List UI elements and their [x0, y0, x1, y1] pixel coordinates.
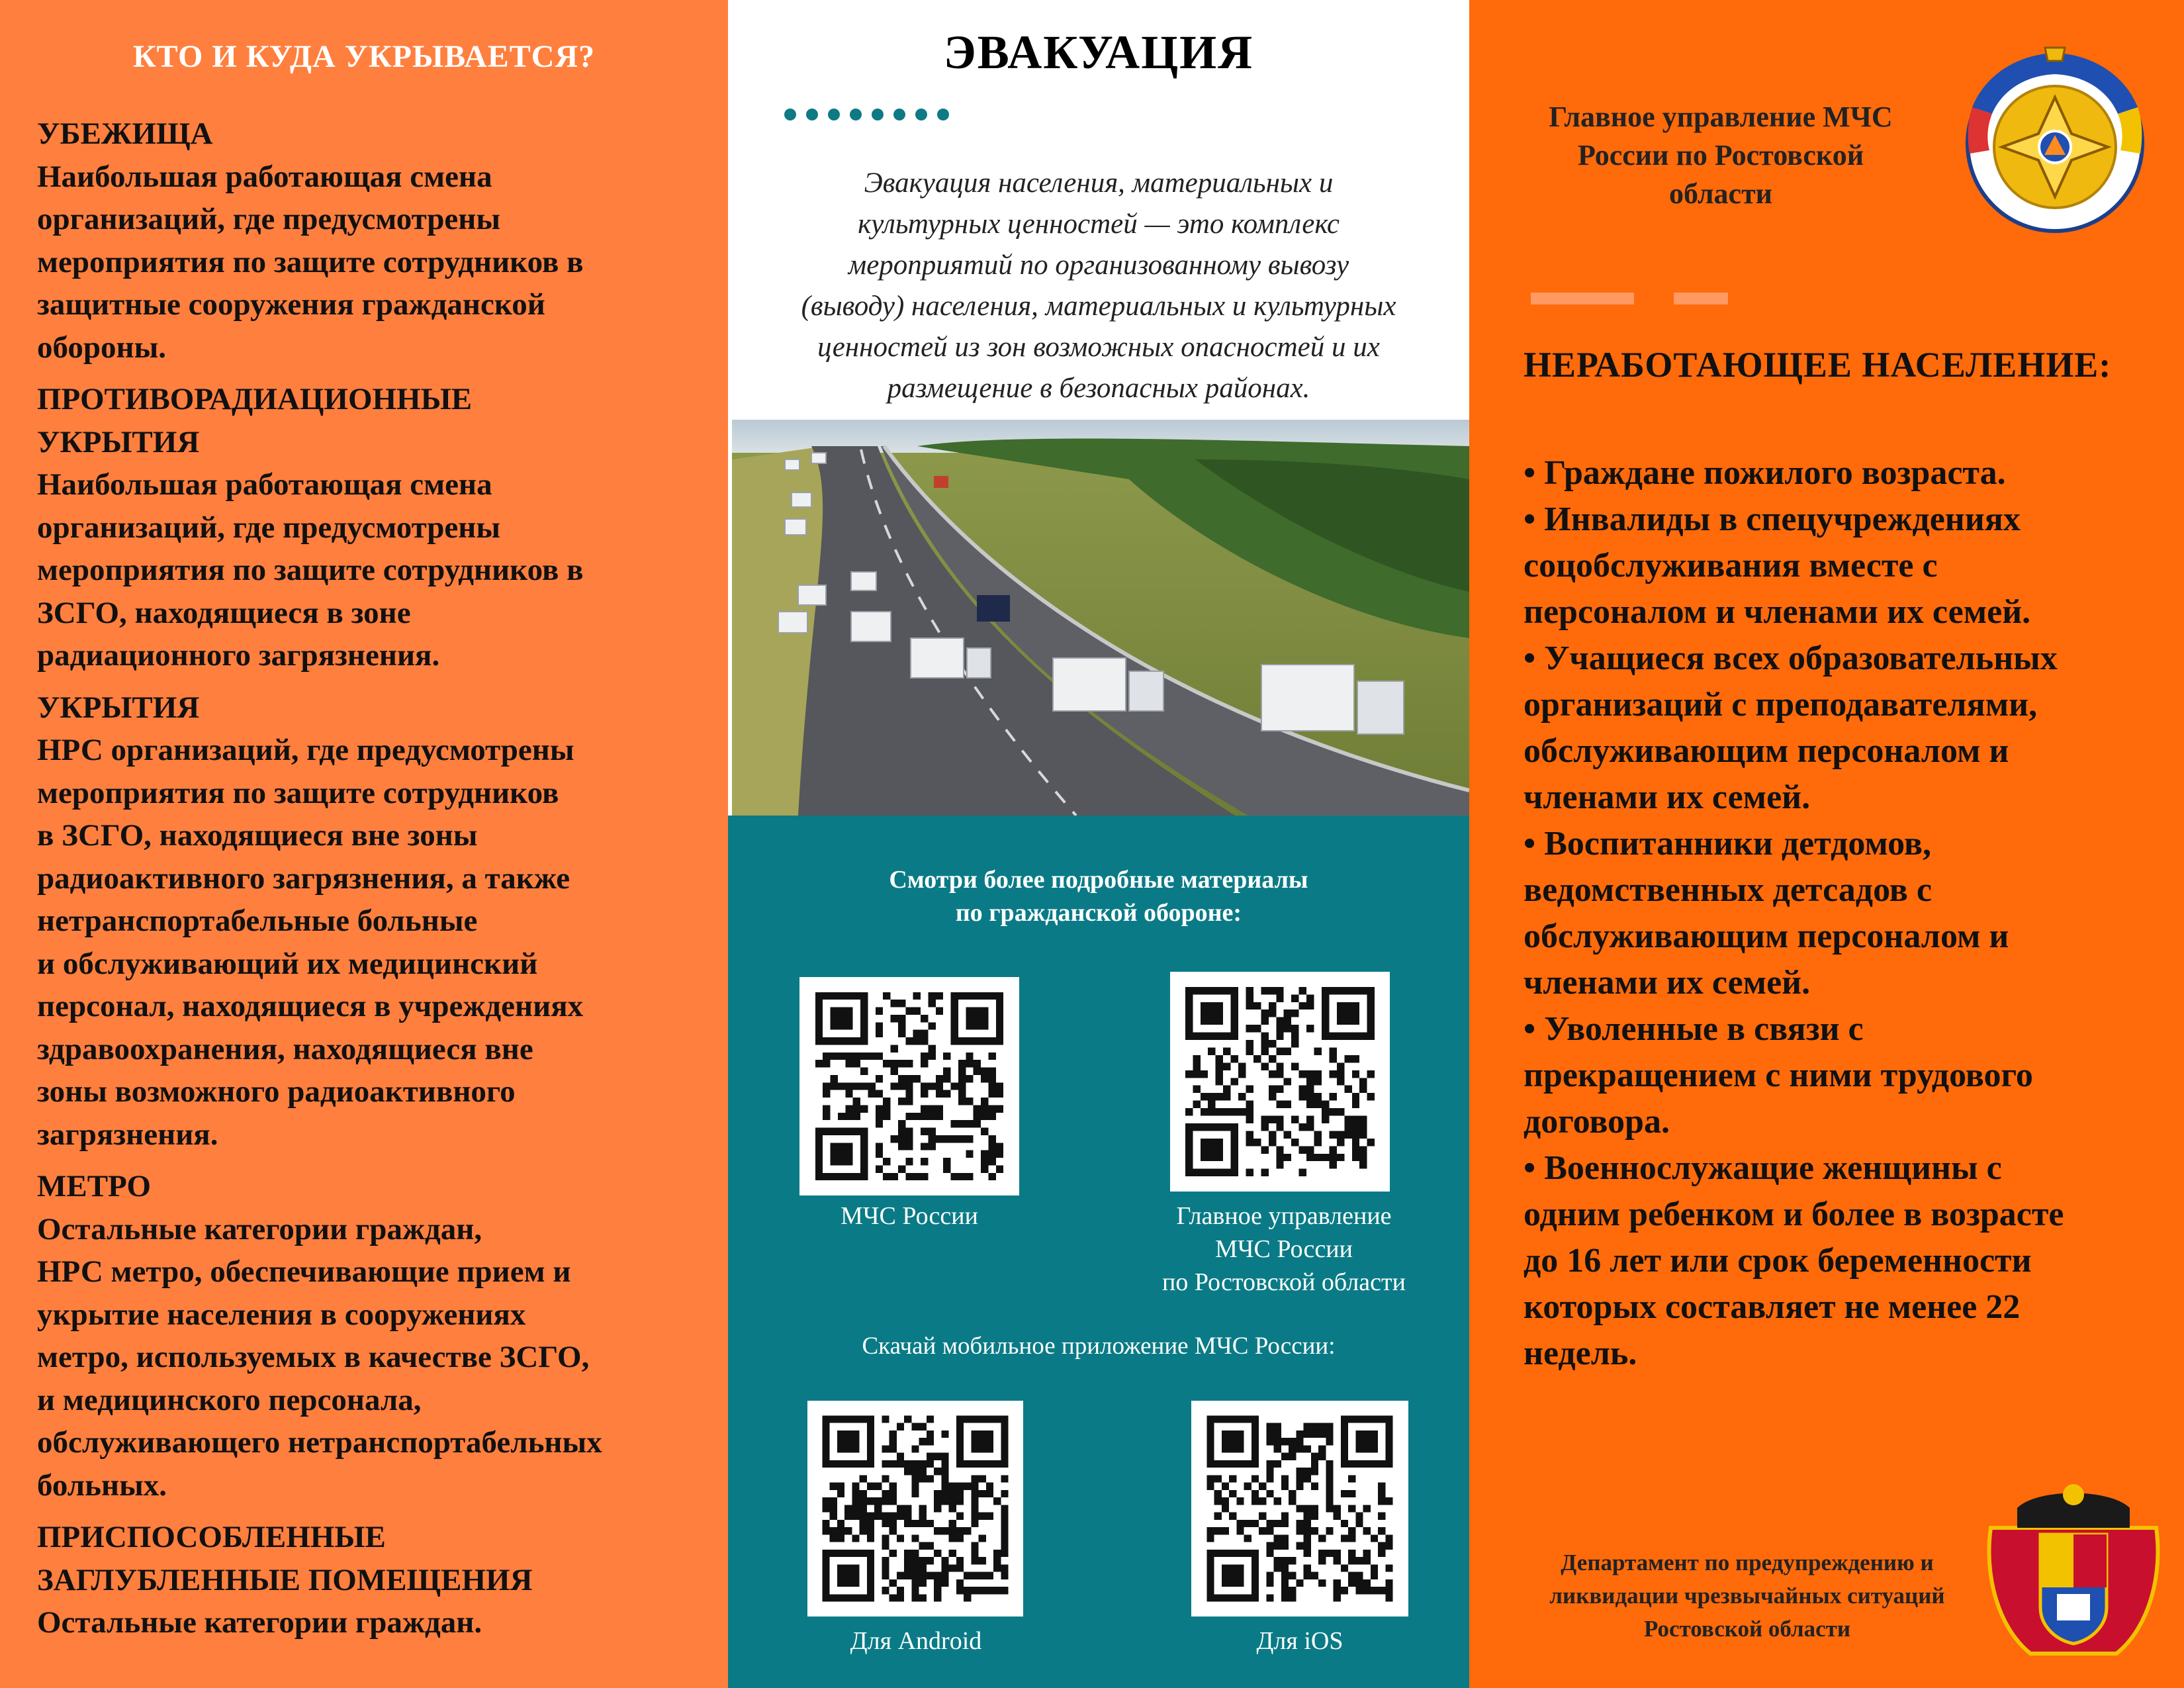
section-text: Остальные категории граждан.	[37, 1605, 482, 1640]
section-heading: УКРЫТИЯ	[37, 690, 200, 725]
qr-section	[728, 816, 1469, 1688]
list-item: • Военнослужащие женщины с одним ребенком и более в возрасте до 16 лет или срок беременности которых составляет не менее 22 недель.	[1524, 1149, 2064, 1372]
list-item: • Воспитанники детдомов, ведомственных детсадов с обслуживающим персоналом и членами их семей.	[1524, 825, 2009, 1002]
organization-name: Главное управление МЧС России по Ростовской области	[1549, 101, 1893, 210]
mobile-app-label: Скачай мобильное приложение МЧС России:	[862, 1333, 1336, 1360]
section-heading: ПРОТИВОРАДИАЦИОННЫЕ УКРЫТИЯ	[37, 382, 473, 459]
qr-caption-android: Для Android	[850, 1627, 982, 1655]
list-item: • Учащиеся всех образовательных организаций с преподавателями, обслуживающим персоналом и членами их семей.	[1524, 639, 2058, 816]
left-panel-title: КТО И КУДА УКРЫВАЕТСЯ?	[132, 39, 596, 74]
rostov-coat-of-arms	[1978, 1475, 2169, 1669]
population-list	[1524, 450, 2159, 1377]
list-item: • Граждане пожилого возраста.	[1524, 454, 2006, 492]
list-item: • Уволенные в связи с прекращением с ними трудового договора.	[1524, 1010, 2033, 1141]
decorative-dash	[1531, 293, 1634, 305]
qr-caption-rostov: Главное управление МЧС России по Ростовской области	[1162, 1202, 1406, 1296]
qr-caption-mchs: МЧС России	[841, 1202, 978, 1230]
qr-caption-ios: Для iOS	[1256, 1627, 1343, 1655]
section-heading: МЕТРО	[37, 1169, 152, 1203]
section-text: Остальные категории граждан, НРС метро, обеспечивающие прием и укрытие населения в сооружениях метро, используемых в качестве ЗСГО, и медицинского персонала, обслуживающего нетранспортабельных больных.	[37, 1211, 602, 1503]
evacuation-title: ЭВАКУАЦИЯ	[943, 26, 1254, 79]
section-text: НРС организаций, где предусмотрены мероприятия по защите сотрудников в ЗСГО, находящиеся вне зоны радиоактивного загрязнения, а также нетранспортабельные больные и обслуживающий их медицинский персонал, находящиеся в учреждениях здравоохранения, находящиеся вне зоны возможного радиоактивного загрязнения.	[37, 733, 584, 1152]
evacuation-definition: Эвакуация населения, материальных и культурных ценностей — это комплекс мероприятий по организованному вывозу (выводу) населения, материальных и культурных ценностей из зон возможных опасностей и их размещение в безопасных районах.	[801, 167, 1396, 404]
decorative-dots	[784, 109, 949, 120]
section-text: Наибольшая работающая смена организаций, где предусмотрены мероприятия по защите сотрудников в ЗСГО, находящиеся в зоне радиационного загрязнения.	[37, 467, 584, 673]
list-item: • Инвалиды в спецучреждениях соцобслуживания вместе с персоналом и членами их семей.	[1524, 500, 2031, 631]
section-heading: ПРИСПОСОБЛЕННЫЕ ЗАГЛУБЛЕННЫЕ ПОМЕЩЕНИЯ	[37, 1520, 533, 1597]
qr-code-android[interactable]	[807, 1401, 1023, 1617]
section-heading: УБЕЖИЩА	[37, 117, 213, 151]
more-materials-label: Смотри более подробные материалы по гражданской обороне:	[889, 866, 1308, 927]
qr-code-ios[interactable]	[1191, 1401, 1408, 1617]
department-name: Департамент по предупреждению и ликвидации чрезвычайных ситуаций Ростовской области	[1549, 1550, 1945, 1642]
mchs-emblem	[1946, 34, 2164, 233]
non-working-population-heading: НЕРАБОТАЮЩЕЕ НАСЕЛЕНИЕ:	[1524, 345, 2112, 385]
decorative-dash	[1674, 293, 1728, 305]
qr-code-rostov[interactable]	[1170, 972, 1390, 1192]
shelter-categories	[37, 113, 705, 1654]
convoy-photo	[732, 420, 1469, 816]
qr-code-mchs[interactable]	[799, 977, 1019, 1196]
section-text: Наибольшая работающая смена организаций, где предусмотрены мероприятия по защите сотрудников в защитные сооружения гражданской обороны.	[37, 159, 584, 365]
